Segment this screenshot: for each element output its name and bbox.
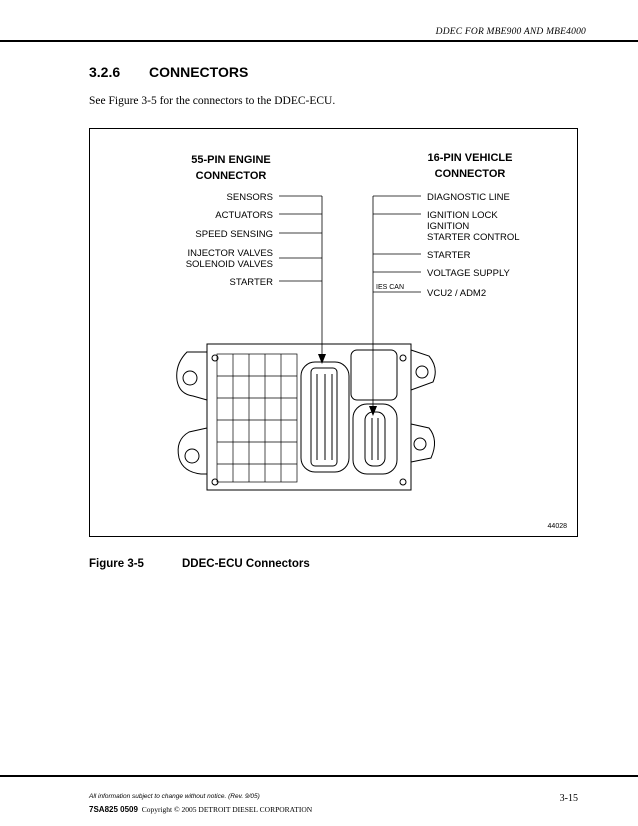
label-ignition: IGNITION [427, 221, 470, 232]
page-number: 3-15 [559, 793, 578, 804]
label-vcu2-adm2: VCU2 / ADM2 [427, 288, 487, 299]
footer-doc-line [89, 805, 312, 814]
label-actuators: ACTUATORS [215, 210, 273, 221]
label-speed-sensing: SPEED SENSING [195, 229, 273, 240]
footer-notice: All information subject to change without notice. (Rev. 9/05) [89, 793, 260, 800]
section-number: 3.2.6 [89, 64, 121, 80]
label-sensors: SENSORS [226, 192, 273, 203]
footer-rule [0, 775, 638, 777]
intro-paragraph: See Figure 3-5 for the connectors to the DDEC-ECU. [89, 95, 336, 107]
figure-caption-title: DDEC-ECU Connectors [182, 558, 310, 570]
label-starter-right: STARTER [427, 250, 471, 261]
figure-id: 44028 [547, 523, 567, 530]
running-header: DDEC FOR MBE900 AND MBE4000 [435, 27, 586, 37]
vehicle-connector-16-pin [351, 350, 397, 474]
ecu-connector-diagram [89, 128, 578, 537]
cooling-fins [217, 354, 297, 482]
vehicle-connector-title-1: 16-PIN VEHICLE [427, 152, 513, 164]
figure-caption-number: Figure 3-5 [89, 558, 144, 570]
header-rule [0, 40, 638, 42]
label-starter-left: STARTER [229, 277, 273, 288]
label-solenoid-valves: SOLENOID VALVES [185, 259, 273, 270]
label-diagnostic-line: DIAGNOSTIC LINE [427, 192, 510, 203]
label-ies-can: IES CAN [376, 284, 405, 291]
vehicle-connector-title-2: CONNECTOR [434, 168, 506, 180]
arrow-vehicle-connector [369, 406, 377, 416]
label-injector-valves: INJECTOR VALVES [187, 248, 273, 259]
engine-connector-55-pin [301, 362, 349, 472]
footer-doc-code: 7SA825 0509 [89, 805, 138, 814]
engine-connector-title-2: CONNECTOR [195, 170, 267, 182]
label-starter-control: STARTER CONTROL [427, 232, 520, 243]
footer-copyright: Copyright © 2005 DETROIT DIESEL CORPORATION [141, 805, 313, 814]
label-voltage-supply: VOLTAGE SUPPLY [427, 268, 510, 279]
engine-connector-title-1: 55-PIN ENGINE [191, 154, 271, 166]
section-title: CONNECTORS [149, 64, 249, 80]
label-ignition-lock: IGNITION LOCK [427, 210, 498, 221]
left-leader-lines [279, 196, 322, 361]
